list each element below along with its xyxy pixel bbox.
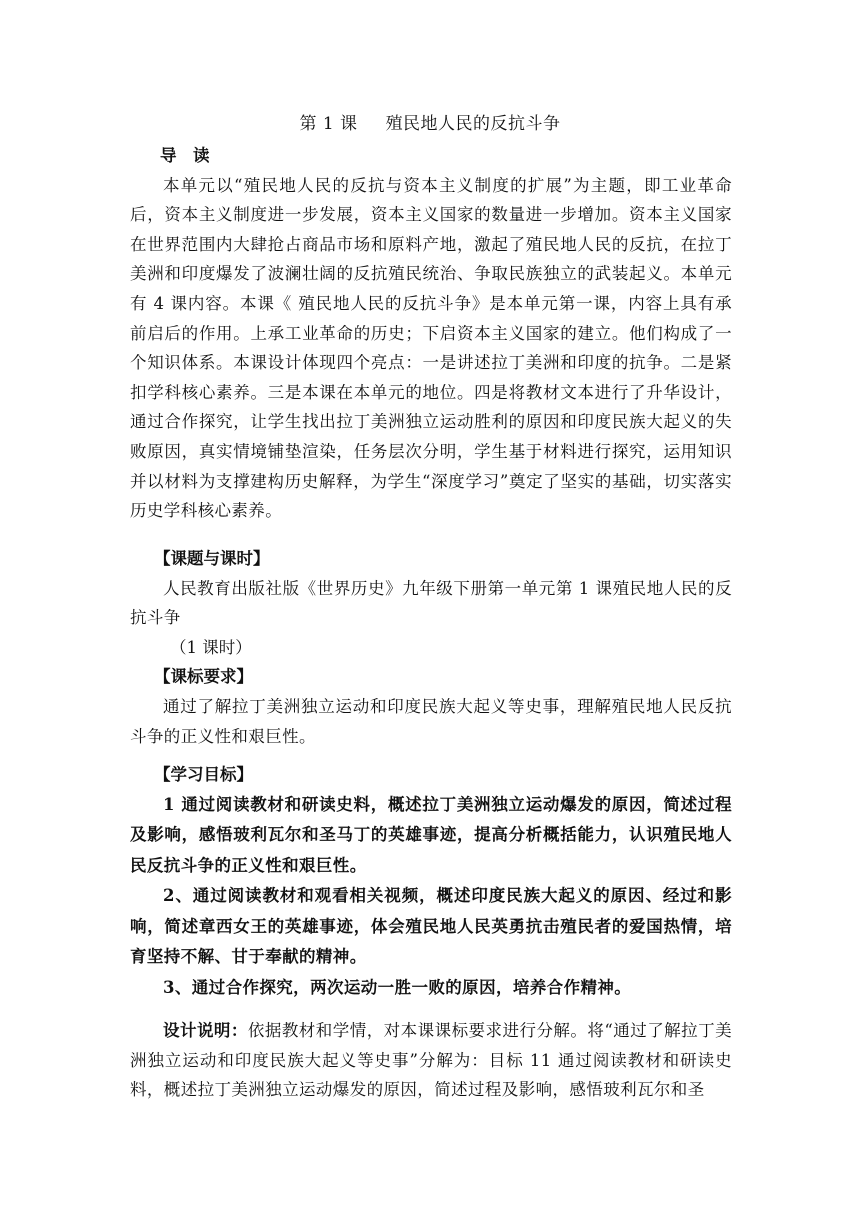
standard-paragraph: 通过了解拉丁美洲独立运动和印度民族大起义等史事，理解殖民地人民反抗斗争的正义性和艰巨性。 [130, 696, 732, 746]
design-paragraph [130, 1016, 732, 1105]
goal-3: 3、通过合作探究，两次运动一胜一败的原因，培养合作精神。 [163, 977, 632, 997]
goals-heading: 【学习目标】 [154, 765, 253, 784]
topic-paragraph: 人民教育出版社版《世界历史》九年级下册第一单元第 1 课殖民地人民的反抗斗争 [130, 578, 732, 628]
design-text: 依据教材和学情，对本课课标要求进行分解。将“通过了解拉丁美洲独立运动和印度民族大起义等史事”分解为：目标 11 通过阅读教材和研读史料，概述拉丁美洲独立运动爆发的原因，简述过程及影响，感悟玻利瓦尔和圣 [130, 1021, 732, 1100]
guide-section [130, 141, 732, 526]
goals-section [130, 760, 732, 1003]
period-text: （1 课时） [170, 637, 252, 657]
lesson-number: 第 1 课 [299, 114, 358, 134]
standard-heading: 【课标要求】 [154, 667, 253, 687]
guide-heading: 导 读 [160, 146, 210, 165]
goal-1: 1 通过阅读教材和研读史料，概述拉丁美洲独立运动爆发的原因，简述过程及影响，感悟玻利瓦尔和圣马丁的英雄事迹，提高分析概括能力，认识殖民地人民反抗斗争的正义性和艰巨性。 [130, 794, 732, 875]
lesson-title [0, 110, 860, 138]
topic-section [130, 544, 732, 751]
goal-2: 2、通过阅读教材和观看相关视频，概述印度民族大起义的原因、经过和影响，简述章西女王的英雄事迹，体会殖民地人民英勇抗击殖民者的爱国热情，培育坚持不解、甘于奉献的精神。 [130, 886, 732, 967]
design-label: 设计说明： [163, 1021, 248, 1040]
topic-heading: 【课题与课时】 [154, 549, 270, 568]
design-section [130, 1016, 732, 1105]
lesson-name: 殖民地人民的反抗斗争 [385, 114, 561, 134]
guide-paragraph: 本单元以“殖民地人民的反抗与资本主义制度的扩展”为主题，即工业革命后，资本主义制度进一步发展，资本主义国家的数量进一步增加。资本主义国家在世界范围内大肆抢占商品市场和原料产地，激起了殖民地人民的反抗，在拉丁美洲和印度爆发了波澜壮阔的反抗殖民统治、争取民族独立的武装起义。本单元有 4 课内容。本课《 殖民地人民的反抗斗争》是本单元第一课，内容上具有承前启后的作用。上承工业革命的历史；下启资本主义国家的建立。他们构成了一个知识体系。本课设计体现四个亮点：一是讲述拉丁美洲和印度的抗争。二是紧扣学科核心素养。三是本课在本单元的地位。四是将教材文本进行了升华设计，通过合作探究，让学生找出拉丁美洲独立运动胜利的原因和印度民族大起义的失败原因，真实情境铺垫渲染，任务层次分明，学生基于材料进行探究，运用知识并以材料为支撑建构历史解释，为学生“深度学习”奠定了坚实的基础，切实落实历史学科核心素养。 [130, 175, 732, 521]
